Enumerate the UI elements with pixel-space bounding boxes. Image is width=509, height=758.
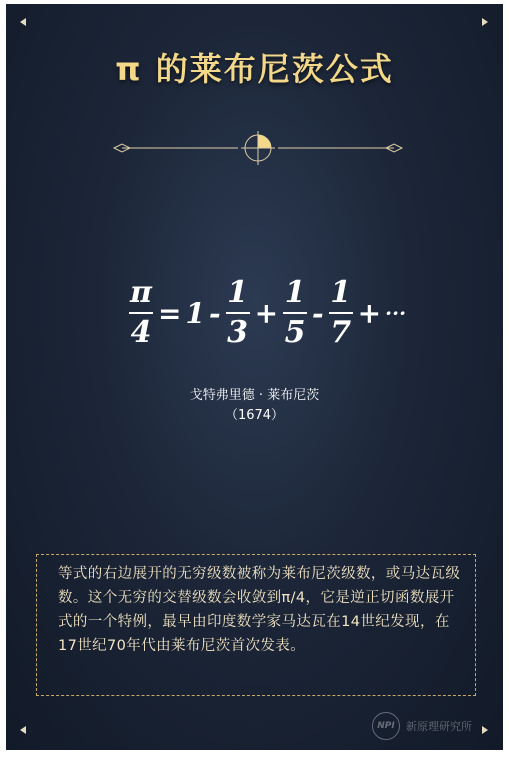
description-text: 等式的右边展开的无穷级数被称为莱布尼茨级数，或马达瓦级数。这个无穷的交替级数会收敛到π/4，它是逆正切函数展开式的一个特例，最早由印度数学家马达瓦在14世纪发现，在17世纪70年代由莱布尼茨首次发表。 [58,566,461,654]
poster-card [6,4,503,750]
author-year: （1674） [224,408,285,423]
fraction-one-seventh [329,276,353,350]
term-one: 1 [185,296,205,330]
fraction-bar [129,312,153,314]
fraction-numerator: π [130,275,152,310]
ornament-divider-icon [110,128,406,168]
fraction-bar [283,312,307,314]
fraction-one-fifth [283,276,307,350]
corner-arrow-bottom-right-icon [482,726,488,734]
fraction-pi-over-4 [129,276,153,350]
minus-sign: - [312,296,324,330]
corner-arrow-bottom-left-icon [20,726,26,734]
fraction-numerator: 1 [330,275,352,310]
leibniz-formula [126,276,408,350]
plus-sign: + [357,296,382,330]
fraction-numerator: 1 [227,275,249,310]
equals-sign: = [158,296,182,330]
page-title: π 的莱布尼茨公式 [115,50,394,88]
fraction-bar [226,312,250,314]
corner-arrow-top-left-icon [20,18,26,26]
watermark [372,712,472,740]
fraction-denominator: 3 [227,315,249,350]
fraction-denominator: 5 [284,315,306,350]
fraction-one-third [226,276,250,350]
author-name: 戈特弗里德 · 莱布尼茨 [189,388,320,403]
fraction-numerator: 1 [284,275,306,310]
fraction-denominator: 7 [330,315,352,350]
ellipsis: ··· [385,301,407,325]
corner-arrow-top-right-icon [482,18,488,26]
npi-logo-icon: NPI [372,712,400,740]
fraction-denominator: 4 [130,315,152,350]
plus-sign: + [254,296,279,330]
watermark-text: 新原理研究所 [406,720,472,733]
minus-sign: - [208,296,221,330]
fraction-bar [329,312,353,314]
